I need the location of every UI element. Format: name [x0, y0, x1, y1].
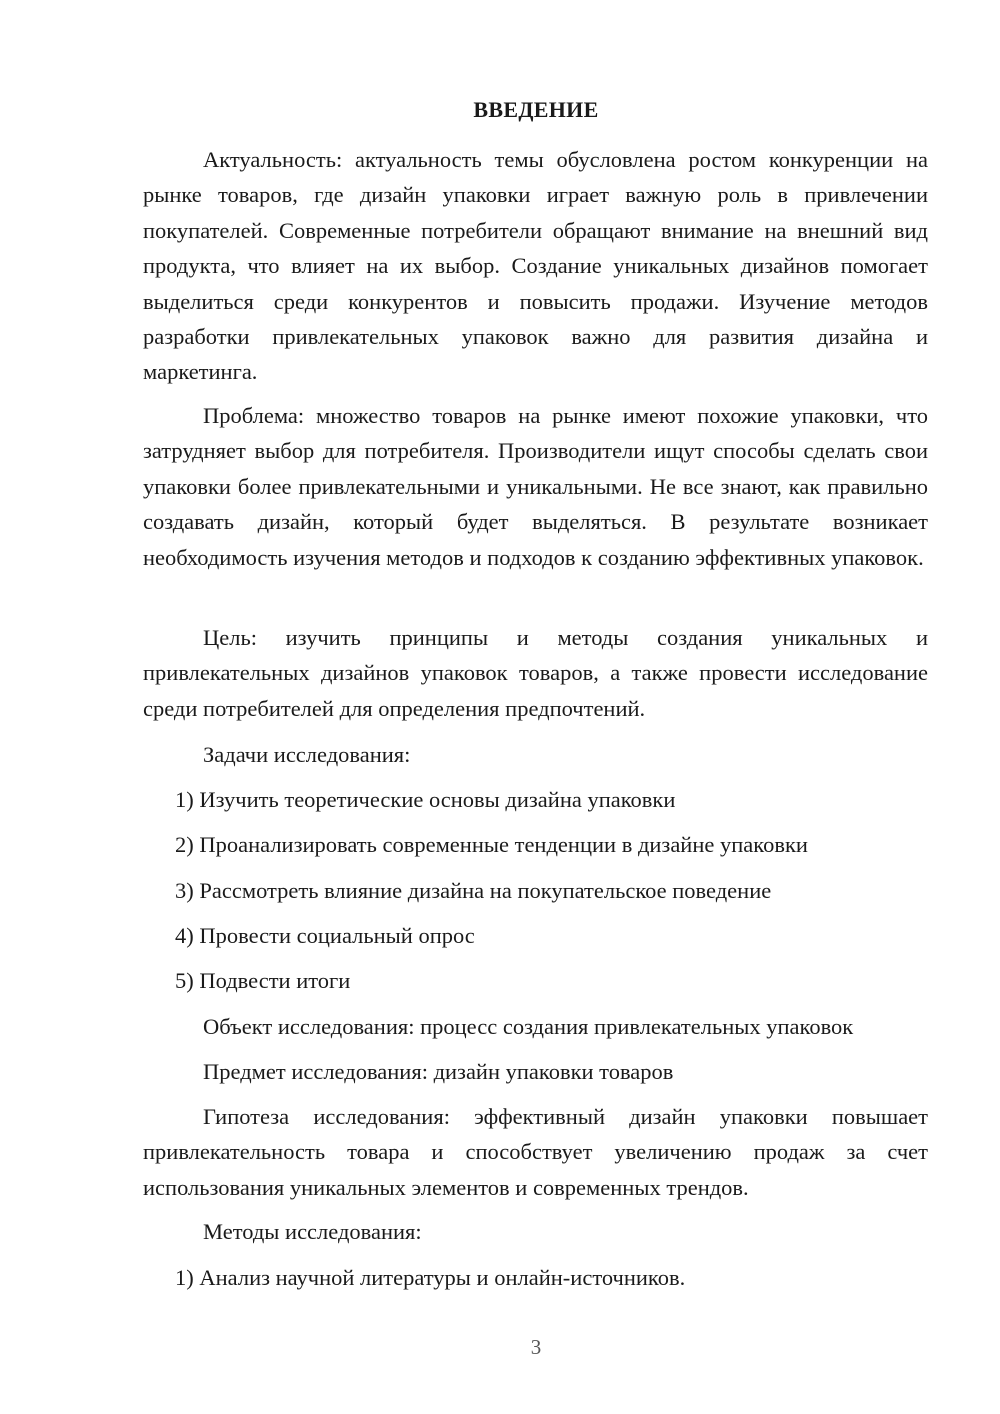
relevance-paragraph: Актуальность: актуальность темы обусловлена ростом конкуренции на рынке товаров, где дизайн упаковки играет важную роль в привлечении покупателей. Современные потребители обращают внимание на внешний вид продукта, что влияет на их выбор. Создание уникальных дизайнов помогает выделиться среди конкурентов и повысить продажи. Изучение методов разработки привлекательных упаковок важно для развития дизайна и маркетинга. — [143, 147, 928, 385]
problem-paragraph: Проблема: множество товаров на рынке имеют похожие упаковки, что затрудняет выбор для потребителя. Производители ищут способы сделать свои упаковки более привлекательными и уникальными. Не все знают, как правильно создавать дизайн, который будет выделяться. В результате возникает необходимость изучения методов и подходов к созданию эффективных упаковок. — [143, 403, 928, 570]
research-subject: Предмет исследования: дизайн упаковки товаров — [203, 1059, 674, 1084]
methods-heading: Методы исследования: — [203, 1219, 422, 1244]
task-item: 5) Подвести итоги — [175, 968, 351, 993]
task-item: 3) Рассмотреть влияние дизайна на покупательское поведение — [175, 878, 772, 903]
task-item: 4) Провести социальный опрос — [175, 923, 475, 948]
page-title: ВВЕДЕНИЕ — [473, 97, 599, 122]
research-object: Объект исследования: процесс создания привлекательных упаковок — [203, 1014, 854, 1039]
task-item: 2) Проанализировать современные тенденции в дизайне упаковки — [175, 832, 808, 857]
hypothesis-paragraph: Гипотеза исследования: эффективный дизайн упаковки повышает привлекательность товара и способствует увеличению продаж за счет использования уникальных элементов и современных трендов. — [143, 1104, 928, 1200]
goal-paragraph: Цель: изучить принципы и методы создания уникальных и привлекательных дизайнов упаковок товаров, а также провести исследование среди потребителей для определения предпочтений. — [143, 625, 928, 721]
method-item: 1) Анализ научной литературы и онлайн-источников. — [175, 1265, 686, 1290]
page-number: 3 — [530, 1335, 542, 1359]
task-item: 1) Изучить теоретические основы дизайна упаковки — [175, 787, 676, 812]
tasks-heading: Задачи исследования: — [203, 742, 411, 767]
